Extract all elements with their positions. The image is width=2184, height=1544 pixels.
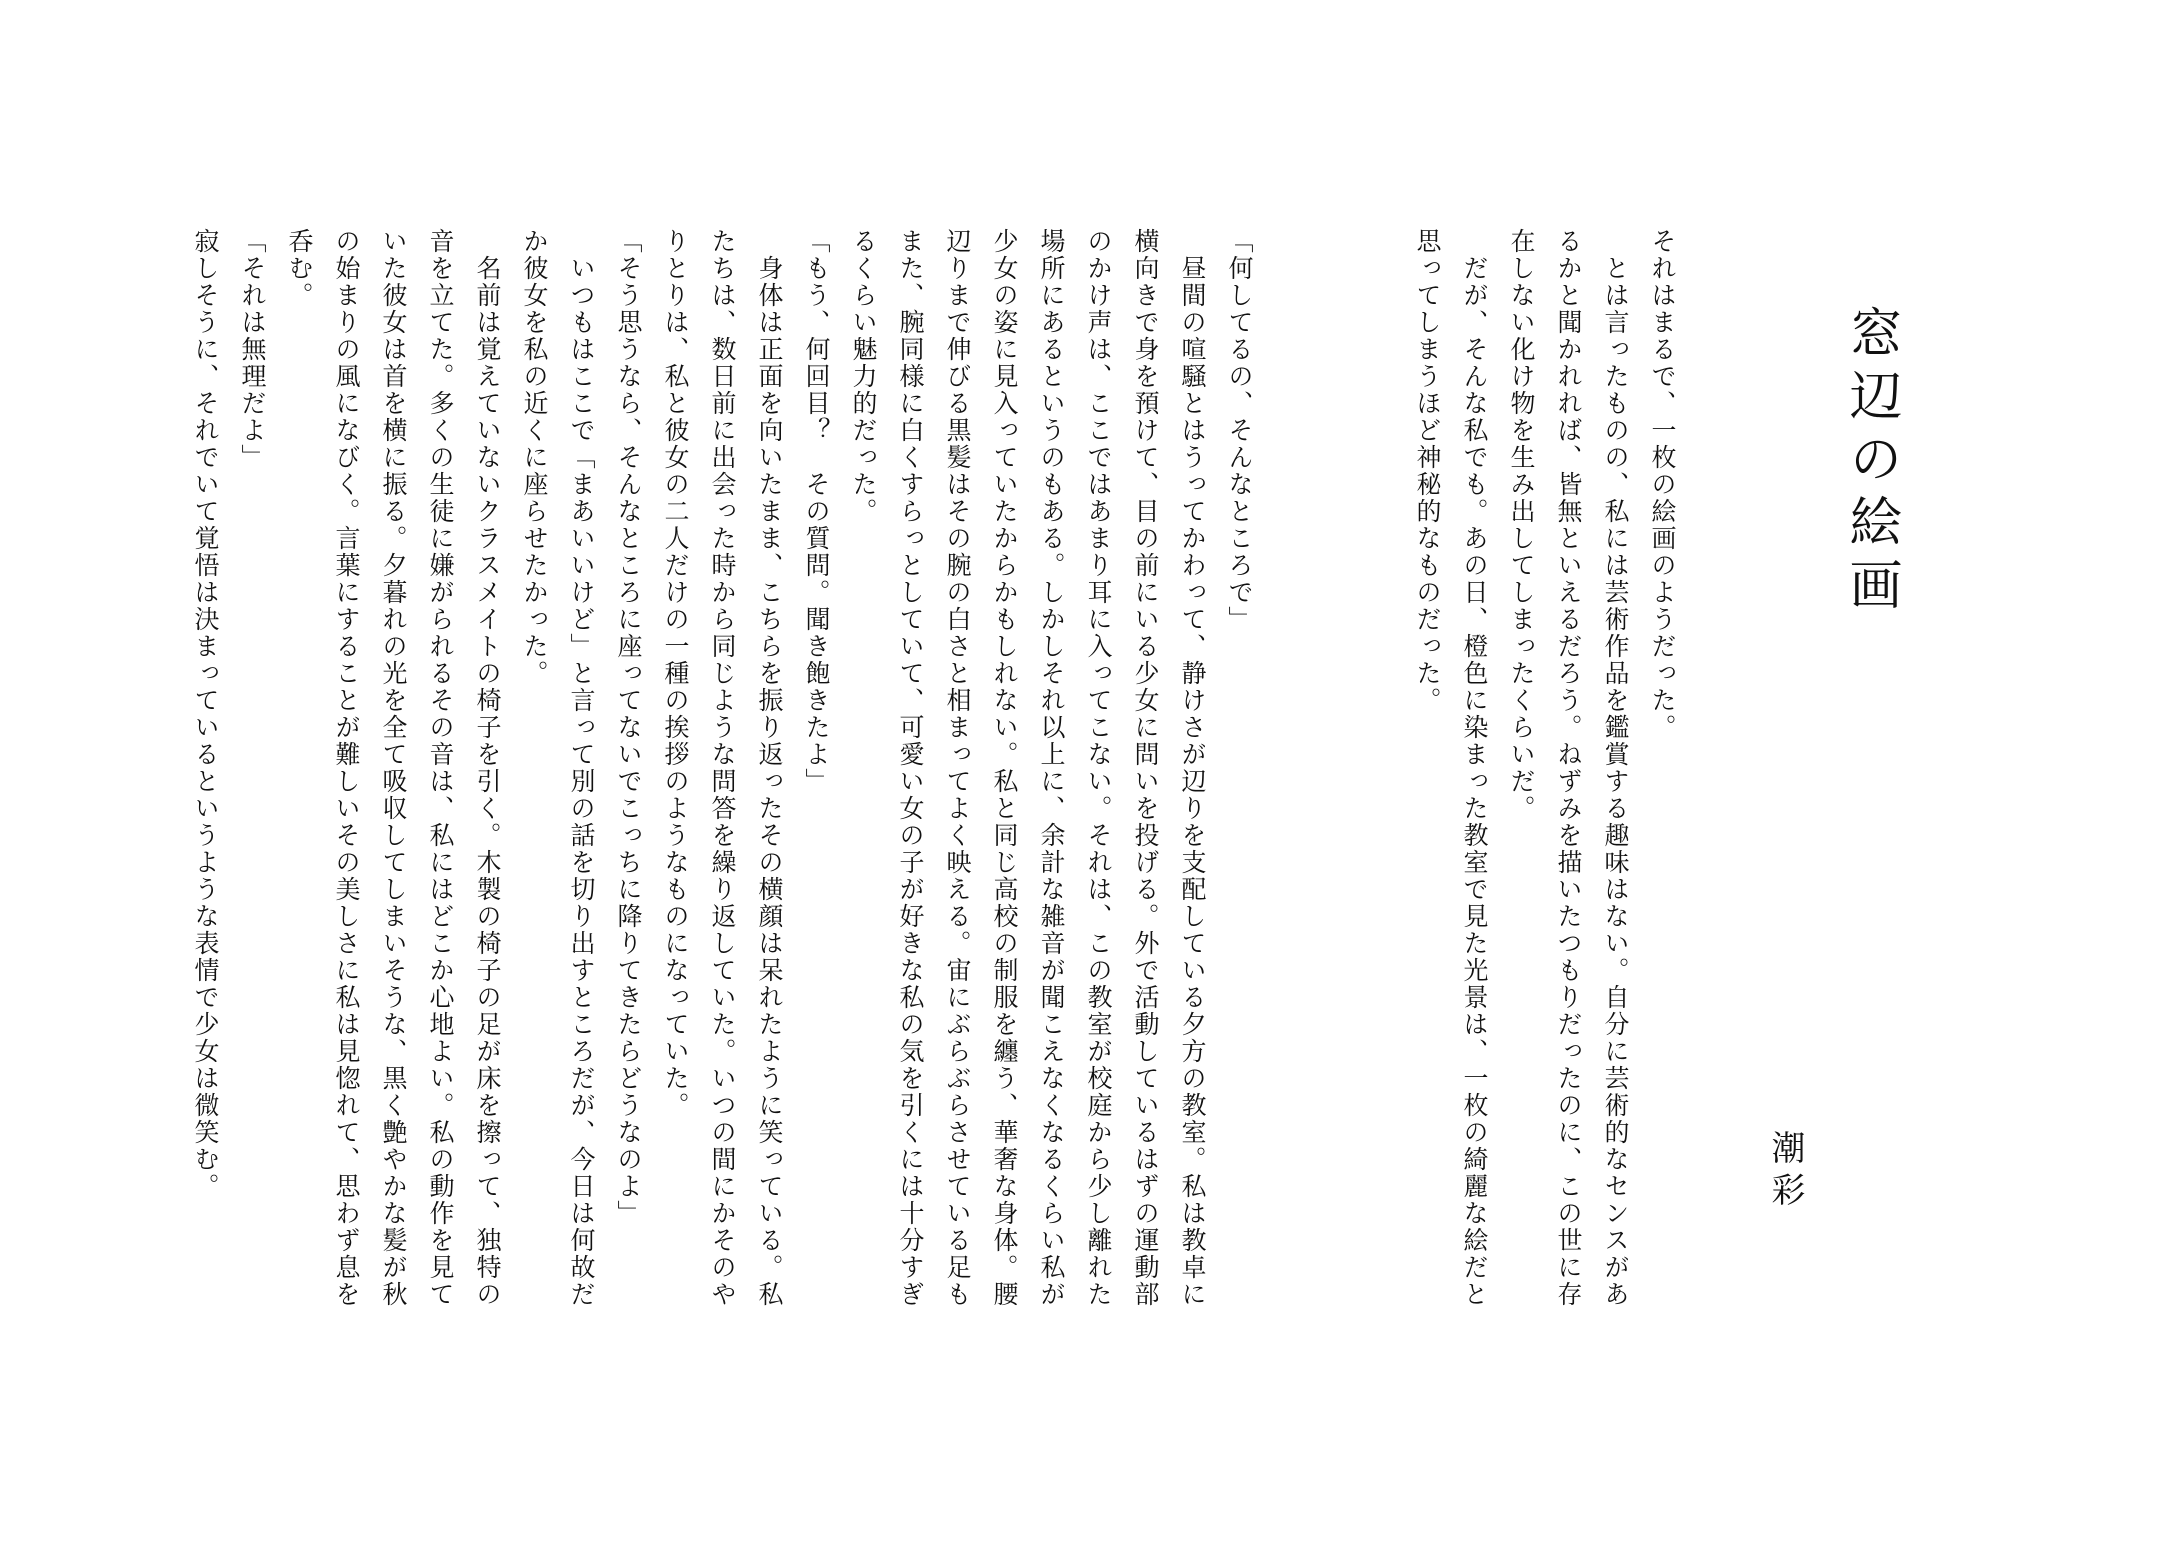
story-body xyxy=(182,228,1686,1358)
text-line: いた彼女は首を横に振る。夕暮れの光を全て吸収してしまいそうな、黒く艶やかな髪が秋 xyxy=(379,228,408,1308)
blank-line xyxy=(1310,228,1357,1358)
text-line: また、腕同様に白くすらっとしていて、可愛い女の子が好きな私の気を引くには十分すぎ xyxy=(896,228,925,1308)
text-line: とは言ったものの、私には芸術作品を鑑賞する趣味はない。自分に芸術的なセンスがあ xyxy=(1601,228,1630,1308)
blank-line xyxy=(1263,228,1310,1358)
text-line: 横向きで身を預けて、目の前にいる少女に問いを投げる。外で活動しているはずの運動部 xyxy=(1131,228,1160,1308)
text-line: か彼女を私の近くに座らせたかった。 xyxy=(520,228,549,687)
text-line: 「もう、何回目？ その質問。聞き飽きたよ」 xyxy=(802,228,831,795)
text-line: 辺りまで伸びる黒髪はその腕の白さと相まってよく映える。宙にぶらぶらさせている足も xyxy=(943,228,972,1308)
text-line: 「それは無理だよ」 xyxy=(238,228,267,471)
text-line: りとりは、私と彼女の二人だけの一種の挨拶のようなものになっていた。 xyxy=(661,228,690,1119)
text-line: 名前は覚えていないクラスメイトの椅子を引く。木製の椅子の足が床を擦って、独特の xyxy=(473,228,502,1308)
text-line: のかけ声は、ここではあまり耳に入ってこない。それは、この教室が校庭から少し離れた xyxy=(1084,228,1113,1308)
text-line: たちは、数日前に出会った時から同じような問答を繰り返していた。いつの間にかそのや xyxy=(708,228,737,1308)
text-line: いつもはここで「まあいいけど」と言って別の話を切り出すところだが、今日は何故だ xyxy=(567,228,596,1308)
text-line: 寂しそうに、それでいて覚悟は決まっているというような表情で少女は微笑む。 xyxy=(191,228,220,1200)
text-line: 呑む。 xyxy=(285,228,314,309)
text-line: 在しない化け物を生み出してしまったくらいだ。 xyxy=(1507,228,1536,822)
text-line: 場所にあるというのもある。しかしそれ以上に、余計な雑音が聞こえなくなるくらい私が xyxy=(1037,228,1066,1308)
story-title: 窓辺の絵画 xyxy=(1841,305,1902,620)
text-line: それはまるで、一枚の絵画のようだった。 xyxy=(1648,228,1677,741)
author-name: 潮彩 xyxy=(1765,1130,1805,1214)
text-line: 音を立てた。多くの生徒に嫌がられるその音は、私にはどこか心地よい。私の動作を見て xyxy=(426,228,455,1308)
text-line: 思ってしまうほど神秘的なものだった。 xyxy=(1413,228,1442,714)
text-line: 「そう思うなら、そんなところに座ってないでこっちに降りてきたらどうなのよ」 xyxy=(614,228,643,1227)
text-line: 昼間の喧騒とはうってかわって、静けさが辺りを支配している夕方の教室。私は教卓に xyxy=(1178,228,1207,1308)
text-line: 「何してるの、そんなところで」 xyxy=(1225,228,1254,633)
text-line: るかと聞かれれば、皆無といえるだろう。ねずみを描いたつもりだったのに、この世に存 xyxy=(1554,228,1583,1308)
blank-line xyxy=(1357,228,1404,1358)
text-line: 少女の姿に見入っていたからかもしれない。私と同じ高校の制服を纏う、華奢な身体。腰 xyxy=(990,228,1019,1308)
text-line: るくらい魅力的だった。 xyxy=(849,228,878,525)
text-line: 身体は正面を向いたまま、こちらを振り返ったその横顔は呆れたように笑っている。私 xyxy=(755,228,784,1308)
text-line: だが、そんな私でも。あの日、橙色に染まった教室で見た光景は、一枚の綺麗な絵だと xyxy=(1460,228,1489,1308)
text-line: の始まりの風になびく。言葉にすることが難しいその美しさに私は見惚れて、思わず息を xyxy=(332,228,361,1308)
